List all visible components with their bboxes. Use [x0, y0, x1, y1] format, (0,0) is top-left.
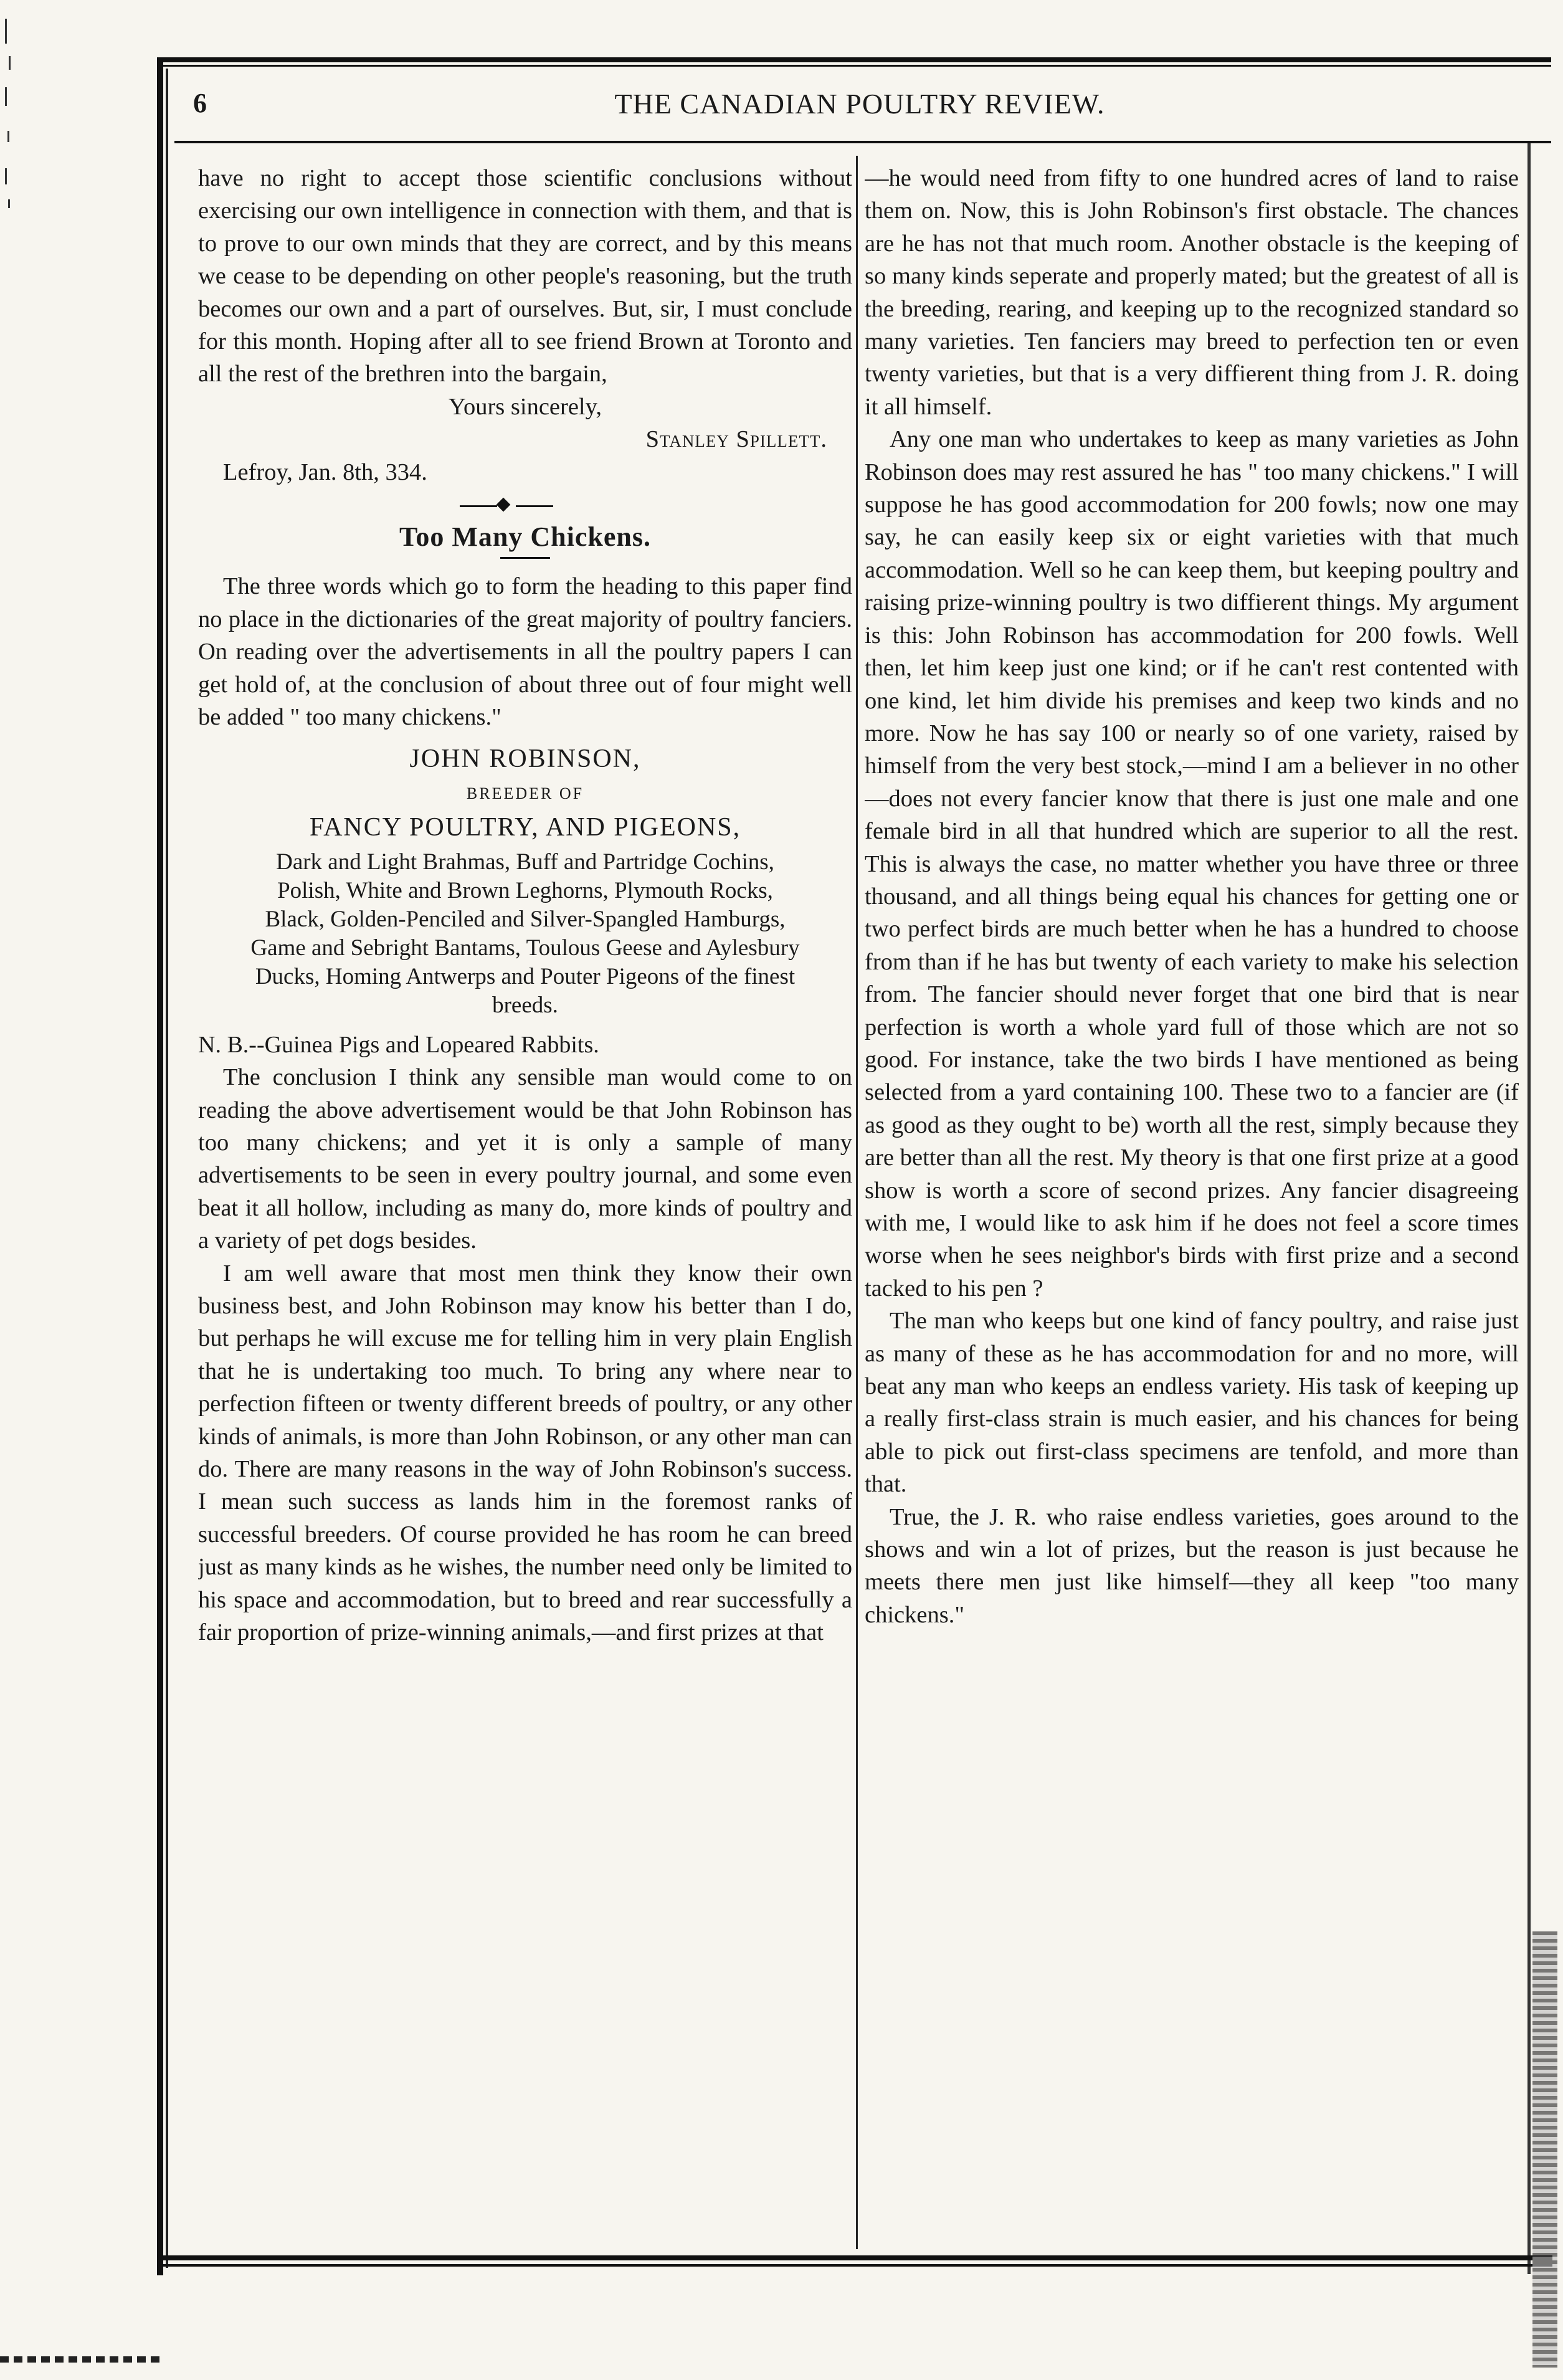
left-border-inner [166, 69, 168, 2268]
ad-headline: FANCY POULTRY, AND PIGEONS, [309, 813, 741, 842]
ad-body: Dark and Light Brahmas, Buff and Partridge Cochins, Polish, White and Brown Leghorns, Plymouth Rocks, Black, Golden-Penciled and Silver-Spangled Hamburgs, Game and Sebright Bantams, Toulous Geese and Aylesbury Ducks, Homing Antwerps and Pouter Pigeons of the finest breeds. [250, 849, 800, 1018]
letter-continuation: have no right to accept those scientific conclusions without exercising our own intelligence in connection with them, and that is to prove to our own minds that they are correct, and by this means we cease to be depending on other people's reasoning, but the truth becomes our own and a part of ourselves. But, sir, I must conclude for this month. Hoping after all to see friend Brown at Toronto and all the rest of the brethren into the bargain, [198, 165, 852, 388]
bottom-rule [163, 2255, 1552, 2260]
article-paragraph: The three words which go to form the heading to this paper find no place in the dictionaries of the great majority of poultry fanciers. On reading over the advertisements in all the poultry papers I can get hold of, at the conclusion of about three out of four might well be added " too many chickens." [198, 573, 852, 731]
ad-note: N. B.--Guinea Pigs and Lopeared Rabbits. [198, 1031, 599, 1058]
header-rule [174, 141, 1551, 143]
bottom-smudge [0, 2356, 162, 2363]
right-border [1527, 143, 1531, 2274]
article-paragraph: Any one man who undertakes to keep as many varieties as John Robinson does may rest assured he has " too many chickens." I will suppose he has good accommodation for 200 fowls; now one may say, he can easily keep six or eight varieties with that much accommodation. Well so he can keep them, but keeping poultry and raising prize-winning poultry is two diffierent things. My argument is this: John Robinson has accommodation for 200 fowls. Well then, let him keep just one kind; or if he can't rest contented with one kind, let him divide his premises and keep two kinds and no more. Now he has say 100 or nearly so of one variety, raised by himself from the very best stock,—mind I am a believer in no other —does not every fancier know that there is just one male and one female bird in all that hundred which are superior to all the rest. This is always the case, no matter whether you have three or three thousand, and all things being equal his chances for getting one or two perfect birds are much better when he has a hundred to choose from than if he has but twenty of each variety to make his selection from. The fancier should never forget that one bird that is near perfection is worth a whole yard full of those which are not so good. For instance, take the two birds I have mentioned as being selected from a yard containing 100. These two to a fancier are (if as good as they ought to be) worth all the rest, simply because they are better than all the rest. My theory is that one first prize at a good show is worth a score of second prizes. Any fancier disagreeing with me, I would like to ask him if he does not feel a score times worse when he sees neighbor's birds with first prize and a second tacked to his pen ? [865, 426, 1519, 1302]
article-paragraph: —he would need from fifty to one hundred acres of land to raise them on. Now, this is John Robinson's first obstacle. The chances are he has not that much room. Another obstacle is the keeping of so many kinds seperate and properly mated; but the greatest of all is the breeding, rearing, and keeping up to the recognized standard so many varieties. Ten fanciers may breed to perfection ten or even twenty varieties, but that is a very diffierent thing from J. R. doing it all himself. [865, 165, 1519, 420]
article-paragraph: The man who keeps but one kind of fancy poultry, and raise just as many of these as he has accommodation for and no more, will beat any man who keeps an endless variety. His task of keeping up a really first-class strain is much easier, and his chances for being able to pick out first-class specimens are tenfold, and more than that. [865, 1308, 1519, 1498]
ad-breeder-of: BREEDER OF [466, 784, 584, 802]
column-divider [856, 156, 858, 2249]
article-paragraph: True, the J. R. who raise endless varieties, goes around to the shows and win a lot of prizes, but the reason is just because he meets there men just like himself—they all keep "too many chickens." [865, 1503, 1519, 1628]
article-paragraph: I am well aware that most men think they know their own business best, and John Robinson may know his better than I do, but perhaps he will excuse me for telling him in very plain English that he is undertaking too much. To bring any where near to perfection fifteen or twenty different breeds of poultry, or any other kinds of animals, is more than John Robinson, or any other man can do. There are many reasons in the way of John Robinson's success. I mean such success as lands him in the foremost ranks of successful breeders. Of course provided he has room he can breed just as many kinds as he wishes, the number need only be limited to his space and accommodation, but to breed and rear successfully a fair proportion of prize-winning animals,—and first prizes at that [198, 1260, 852, 1646]
article-paragraph: The conclusion I think any sensible man would come to on reading the above advertisement would be that John Robinson has too many chickens; and yet it is only a sample of many advertisements to be seen in every poultry journal, and some even beat it all hollow, including as many do, more kinds of poultry and a variety of pet dogs besides. [198, 1064, 852, 1254]
letter-signature: Stanley Spillett. [645, 426, 827, 453]
quoted-advertisement [198, 743, 852, 1062]
left-column [198, 162, 852, 2249]
article-title: Too Many Chickens. [399, 521, 651, 553]
left-border-bar [157, 57, 163, 2275]
letter-closing: Yours sincerely, [449, 393, 602, 420]
page-number: 6 [193, 88, 207, 118]
scan-artifact [1532, 1931, 1557, 2368]
section-ornament [198, 500, 852, 512]
margin-specks [0, 12, 25, 224]
top-rule [162, 57, 1551, 62]
bottom-rule-thin [163, 2264, 1552, 2267]
title-rule [500, 557, 550, 559]
top-rule-thin [162, 65, 1551, 67]
running-title: THE CANADIAN POULTRY REVIEW. [614, 88, 1105, 120]
right-column [865, 162, 1519, 2249]
ad-name: JOHN ROBINSON, [409, 744, 641, 773]
page-header [174, 87, 1545, 131]
letter-dateline: Lefroy, Jan. 8th, 334. [223, 459, 427, 485]
